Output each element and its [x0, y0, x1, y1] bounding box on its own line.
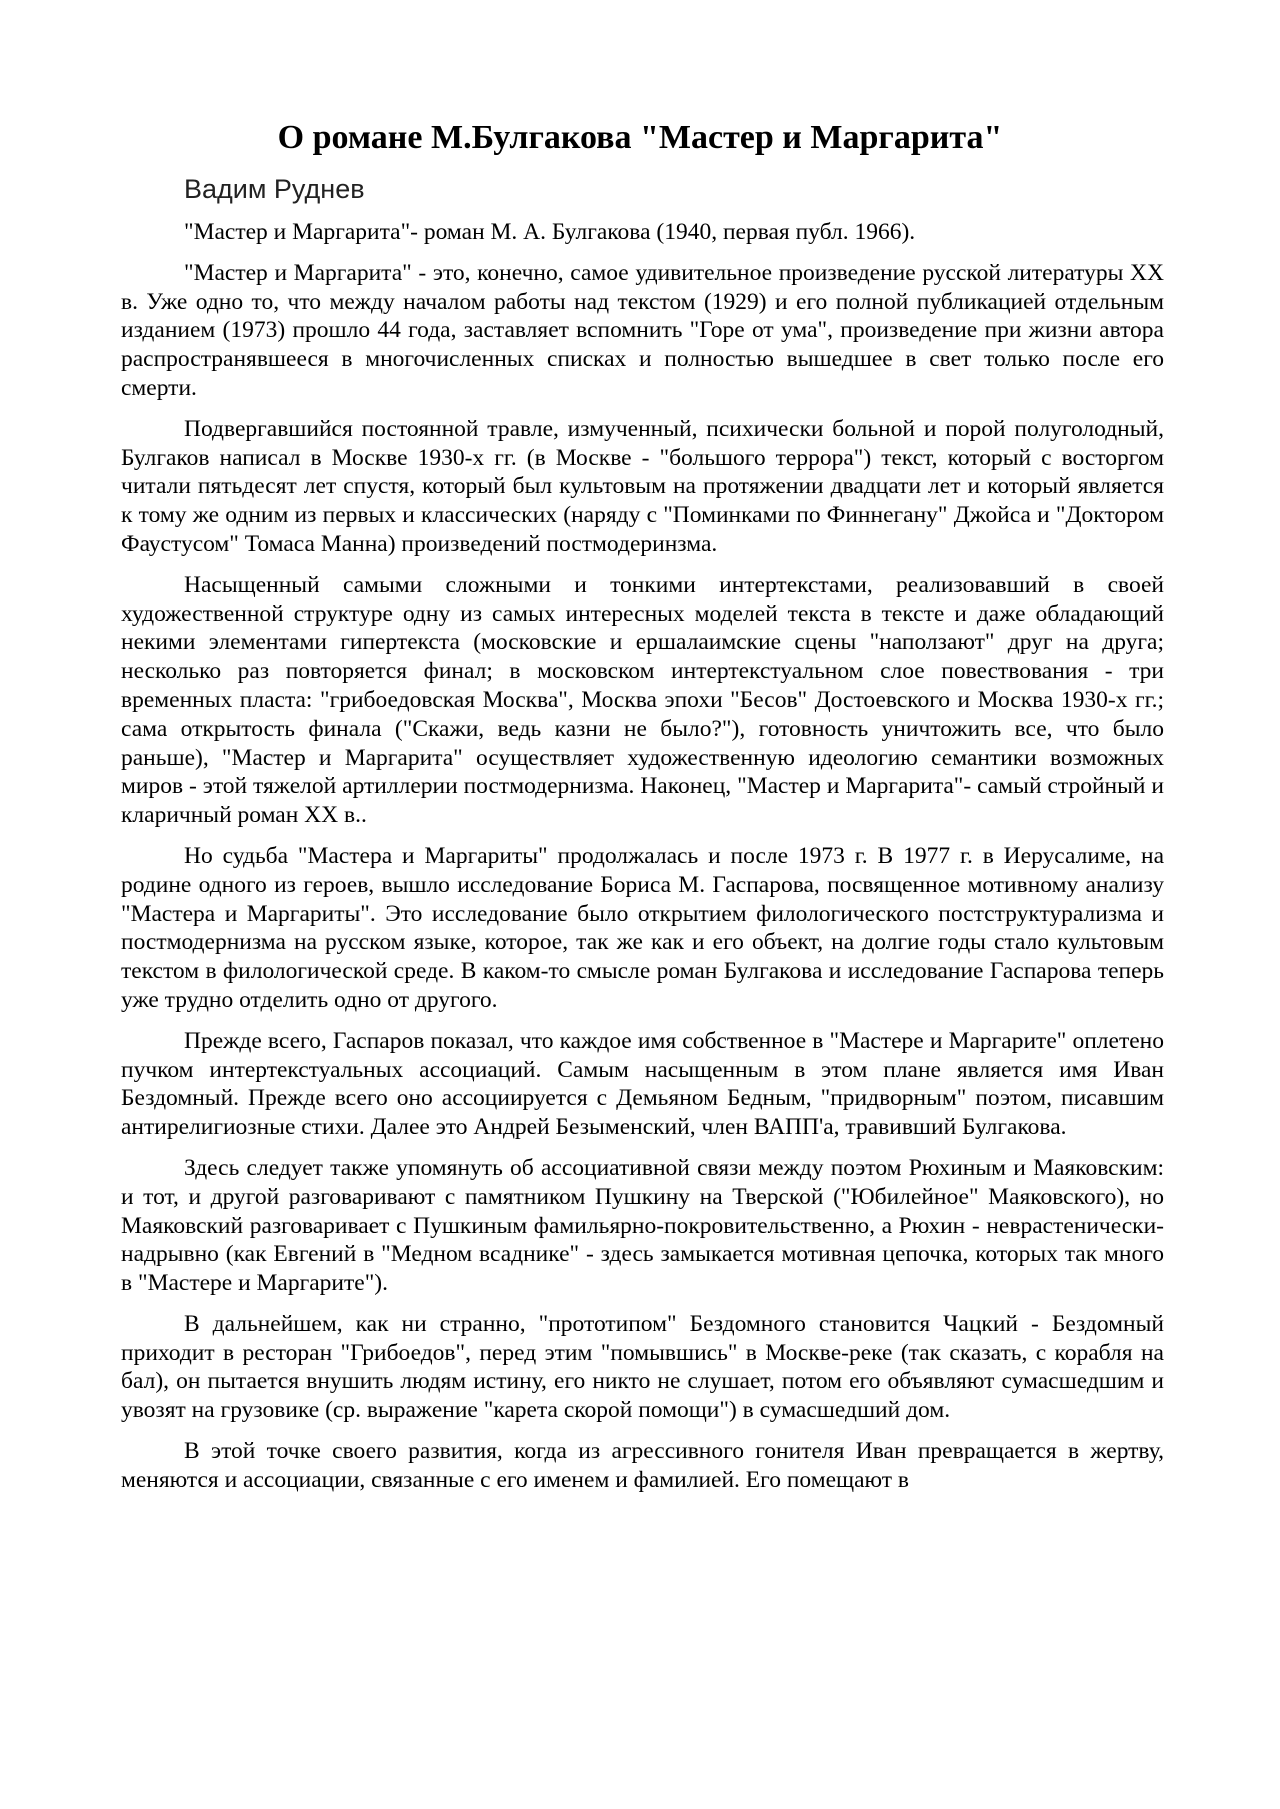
paragraph: "Мастер и Маргарита"- роман М. А. Булгакова (1940, первая публ. 1966). [184, 219, 916, 245]
paragraph: Насыщенный самыми сложными и тонкими интертекстами, реализовавший в своей художественной структуре одну из самых интересных моделей текста в тексте и даже обладающий некими элементами гипертекста (московские и ершалаимские сцены "наползают" друг на друга; несколько раз повторяется финал; в московском интертекстуальном слое повествования - три временных пласта: "грибоедовская Москва", Москва эпохи "Бесов" Достоевского и Москва 1930-х гг.; сама открытость финала ("Скажи, ведь казни не было?"), готовность уничтожить все, что было раньше), "Мастер и Маргарита" осуществляет художественную идеологию семантики возможных миров - этой тяжелой артиллерии постмодернизма. Наконец, "Мастер и Маргарита"- самый стройный и кларичный роман XX в.. [121, 571, 1164, 829]
paragraph: Здесь следует также упомянуть об ассоциативной связи между поэтом Рюхиным и Маяковским: и тот, и другой разговаривают с памятником Пушкину на Тверской ("Юбилейное" Маяковского), но Маяковский разговаривает с Пушкиным фамильярно-покровительственно, а Рюхин - неврастенически-надрывно (как Евгений в "Медном всаднике" - здесь замыкается мотивная цепочка, которых так много в "Мастере и Маргарите"). [121, 1154, 1164, 1297]
document-body [121, 218, 1164, 1495]
author-name: Вадим Руднев [184, 174, 365, 204]
paragraph: Прежде всего, Гаспаров показал, что каждое имя собственное в "Мастере и Маргарите" оплетено пучком интертекстуальных ассоциаций. Самым насыщенным в этом плане является имя Иван Бездомный. Прежде всего оно ассоциируется с Демьяном Бедным, "придворным" поэтом, писавшим антирелигиозные стихи. Далее это Андрей Безыменский, член ВАПП'а, травивший Булгакова. [121, 1027, 1164, 1141]
paragraph: Но судьба "Мастера и Маргариты" продолжалась и после 1973 г. В 1977 г. в Иерусалиме, на родине одного из героев, вышло исследование Бориса М. Гаспарова, посвященное мотивному анализу "Мастера и Маргариты". Это исследование было открытием филологического постструктурализма и постмодернизма на русском языке, которое, так же как и его объект, на долгие годы стало культовым текстом в филологической среде. В каком-то смысле роман Булгакова и исследование Гаспарова теперь уже трудно отделить одно от другого. [121, 842, 1164, 1013]
paragraph-continued: В этой точке своего развития, когда из агрессивного гонителя Иван превращается в жертву, меняются и ассоциации, связанные с его именем и фамилией. Его помещают в [121, 1438, 1164, 1493]
paragraph: "Мастер и Маргарита" - это, конечно, самое удивительное произведение русской литературы XX в. Уже одно то, что между началом работы над текстом (1929) и его полной публикацией отдельным изданием (1973) прошло 44 года, заставляет вспомнить "Горе от ума", произведение при жизни автора распространявшееся в многочисленных списках и полностью вышедшее в свет только после его смерти. [121, 259, 1164, 401]
paragraph: В дальнейшем, как ни странно, "прототипом" Бездомного становится Чацкий - Бездомный приходит в ресторан "Грибоедов", перед этим "помывшись" в Москве-реке (так сказать, с корабля на бал), он пытается внушить людям истину, его никто не слушает, потом его объявляют сумасшедшим и увозят на грузовике (ср. выражение "карета скорой помощи") в сумасшедший дом. [121, 1310, 1164, 1424]
document-title: О романе М.Булгакова "Мастер и Маргарита" [277, 119, 1003, 156]
paragraph: Подвергавшийся постоянной травле, измученный, психически больной и порой полуголодный, Булгаков написал в Москве 1930-х гг. (в Москве - "большого террора") текст, который с восторгом читали пятьдесят лет спустя, который был культовым на протяжении двадцати лет и который является к тому же одним из первых и классических (наряду с "Поминками по Финнегану" Джойса и "Доктором Фаустусом" Томаса Манна) произведений постмодеринзма. [121, 415, 1164, 557]
